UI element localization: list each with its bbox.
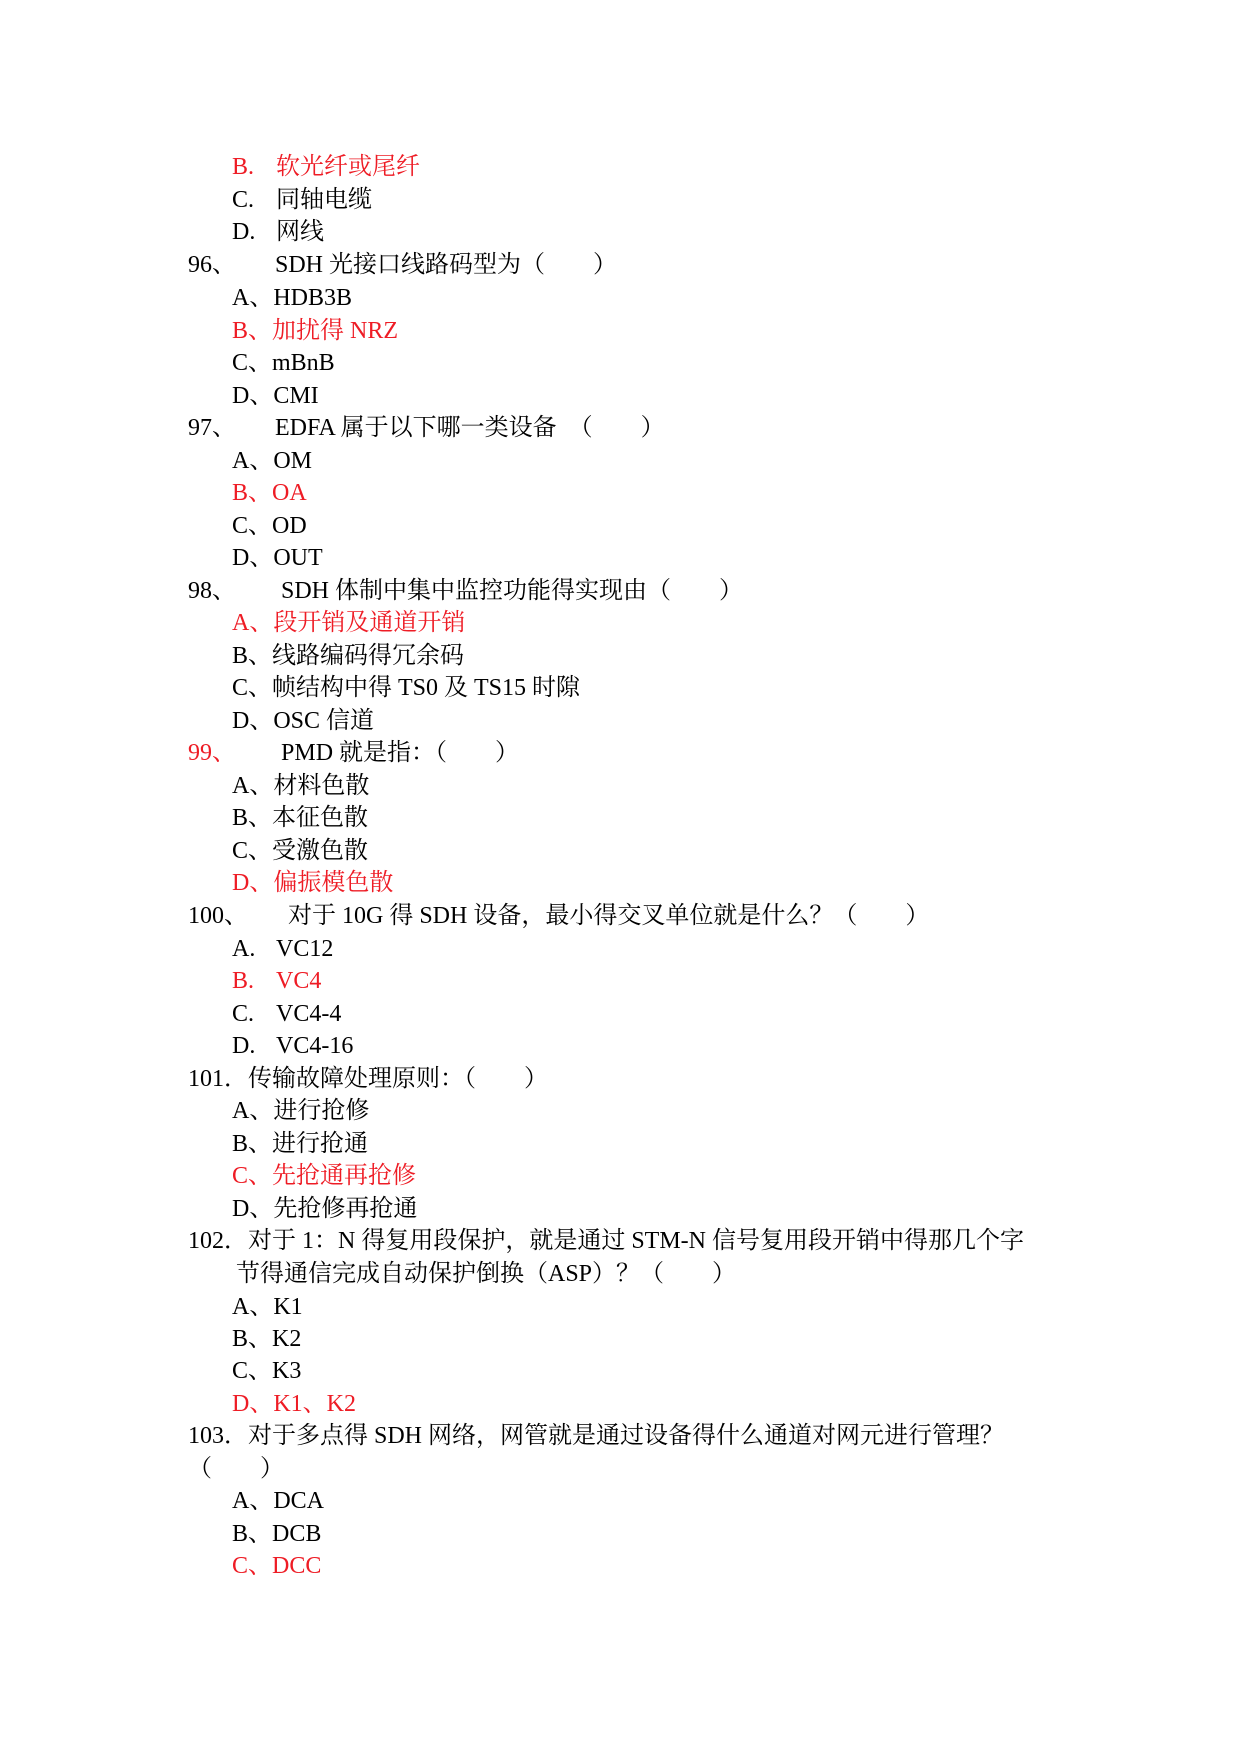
option-a: A、材料色散 — [232, 773, 370, 799]
question-102-line1: 102．对于 1：N 得复用段保护，就是通过 STM-N 信号复用段开销中得那几个字 — [188, 1228, 1025, 1254]
option-text: 软光纤或尾纤 — [276, 154, 420, 180]
option-label: D. — [232, 219, 256, 245]
option-label: D. — [232, 1033, 256, 1059]
question-100-text: 对于 10G 得 SDH 设备，最小得交叉单位就是什么？（ ） — [288, 903, 930, 929]
option-c: C、受激色散 — [232, 838, 369, 864]
option-a — [232, 934, 333, 964]
option-c: C、先抢通再抢修 — [232, 1163, 417, 1189]
option-c: C、K3 — [232, 1358, 302, 1384]
question-96-text: SDH 光接口线路码型为（ ） — [275, 252, 618, 278]
option-a: A、HDB3B — [232, 285, 353, 311]
option-label: C. — [232, 1001, 255, 1027]
option-b — [232, 152, 420, 182]
option-d — [232, 1031, 353, 1061]
question-number: 99、 — [188, 740, 236, 766]
option-d: D、OUT — [232, 545, 323, 571]
option-label: C. — [232, 187, 255, 213]
option-a: A、段开销及通道开销 — [232, 610, 466, 636]
question-99 — [188, 738, 236, 768]
option-c — [232, 999, 341, 1029]
option-text: VC4 — [276, 968, 322, 994]
option-text: VC4-4 — [276, 1001, 342, 1027]
option-d: D、CMI — [232, 383, 319, 409]
question-98 — [188, 576, 236, 606]
option-a: A、K1 — [232, 1294, 303, 1320]
question-number: 100、 — [188, 903, 248, 929]
option-a: A、进行抢修 — [232, 1098, 370, 1124]
option-d: D、偏振模色散 — [232, 870, 394, 896]
option-d: D、OSC 信道 — [232, 708, 375, 734]
option-text: 网线 — [276, 219, 324, 245]
option-text: VC4-16 — [276, 1033, 354, 1059]
question-103-line2: （ ） — [188, 1456, 284, 1482]
option-d — [232, 217, 324, 247]
option-text: VC12 — [276, 936, 334, 962]
option-label: A. — [232, 936, 256, 962]
option-b — [232, 966, 321, 996]
question-102-line2: 节得通信完成自动保护倒换（ASP）？（ ） — [236, 1261, 737, 1287]
question-number: 96、 — [188, 252, 236, 278]
option-c: C、OD — [232, 513, 307, 539]
option-label: B. — [232, 154, 255, 180]
option-b: B、进行抢通 — [232, 1131, 369, 1157]
option-b: B、OA — [232, 480, 307, 506]
option-d: D、K1、K2 — [232, 1391, 356, 1417]
option-c: C、帧结构中得 TS0 及 TS15 时隙 — [232, 675, 581, 701]
option-b: B、加扰得 NRZ — [232, 318, 399, 344]
option-b: B、DCB — [232, 1521, 322, 1547]
question-100 — [188, 901, 248, 931]
question-97 — [188, 413, 236, 443]
question-99-text: PMD 就是指：（ ） — [281, 740, 520, 766]
option-b: B、K2 — [232, 1326, 302, 1352]
question-97-text: EDFA 属于以下哪一类设备 （ ） — [275, 415, 665, 441]
option-b: B、本征色散 — [232, 805, 369, 831]
question-98-text: SDH 体制中集中监控功能得实现由（ ） — [281, 578, 744, 604]
option-label: B. — [232, 968, 255, 994]
option-text: 同轴电缆 — [276, 187, 372, 213]
option-d: D、先抢修再抢通 — [232, 1196, 418, 1222]
question-number: 97、 — [188, 415, 236, 441]
question-number: 98、 — [188, 578, 236, 604]
question-96 — [188, 250, 236, 280]
option-c — [232, 185, 372, 215]
option-c: C、mBnB — [232, 350, 335, 376]
option-b: B、线路编码得冗余码 — [232, 643, 465, 669]
option-a: A、DCA — [232, 1488, 325, 1514]
option-c: C、DCC — [232, 1553, 322, 1579]
question-101: 101．传输故障处理原则：（ ） — [188, 1066, 548, 1092]
option-a: A、OM — [232, 448, 313, 474]
question-103-line1: 103．对于多点得 SDH 网络，网管就是通过设备得什么通道对网元进行管理？ — [188, 1423, 1005, 1449]
